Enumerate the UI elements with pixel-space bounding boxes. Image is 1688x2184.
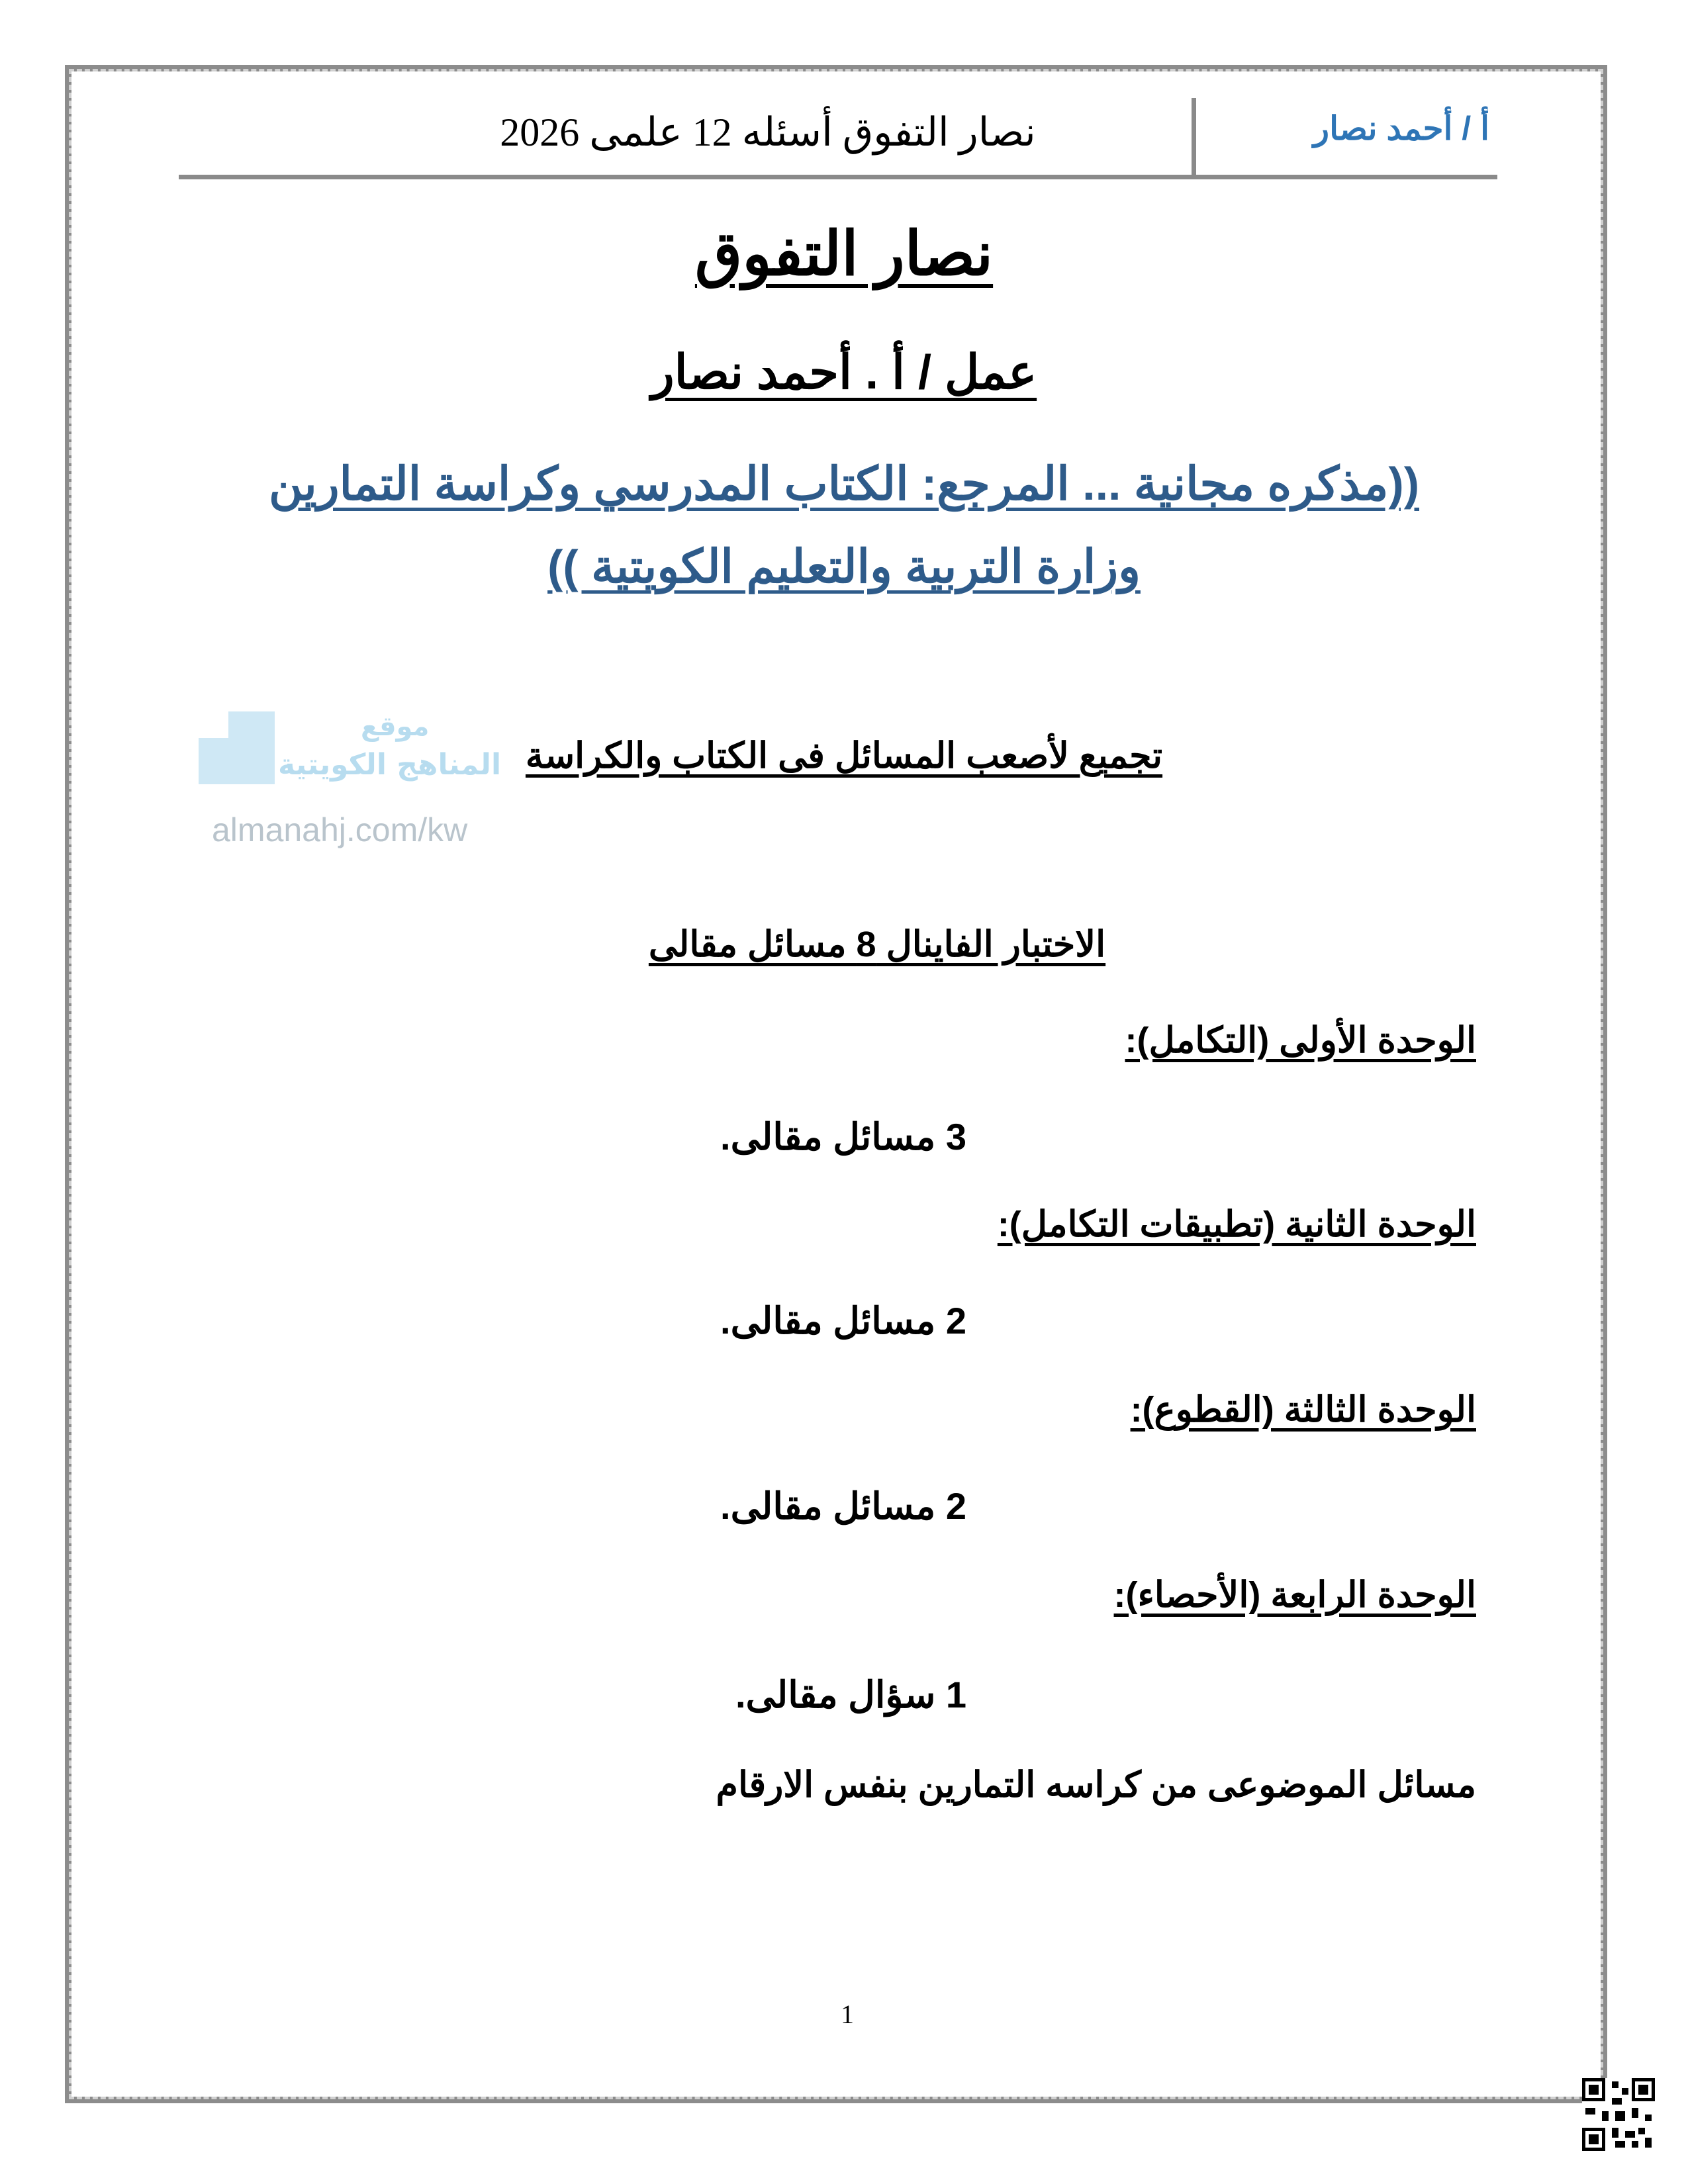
- header-author: أ / أحمد نصار: [1313, 110, 1489, 147]
- unit-title: الوحدة الثالثة (القطوع):: [1130, 1390, 1476, 1430]
- unit-count: 1 سؤال مقالى.: [735, 1674, 966, 1715]
- unit-count: 2 مسائل مقالى.: [720, 1300, 966, 1342]
- header-separator: [1192, 98, 1196, 179]
- watermark-logo-icon: [199, 711, 278, 797]
- header-title: نصار التفوق أسئله 12 علمى 2026: [500, 111, 1036, 154]
- header-rule: [179, 175, 1497, 179]
- unit-title: الوحدة الثانية (تطبيقات التكامل):: [997, 1205, 1476, 1244]
- unit-count: 3 مسائل مقالى.: [720, 1116, 966, 1158]
- footer-note: مسائل الموضوعى من كراسه التمارين بنفس الارقام: [716, 1765, 1476, 1805]
- collection-title: تجميع لأصعب المسائل فى الكتاب والكراسة: [525, 736, 1163, 776]
- page-number: 1: [841, 1999, 854, 2029]
- exam-title: الاختبار الفاينال 8 مسائل مقالى: [648, 925, 1106, 964]
- reference-line-2: وزارة التربية والتعليم الكويتية )): [547, 541, 1141, 592]
- watermark-line1: موقع: [361, 711, 430, 742]
- author-line: عمل / أ . أحمد نصار: [651, 346, 1037, 399]
- reference-line-1: ((مذكره مجانية ... المرجع: الكتاب المدرسي وكراسة التمارين: [268, 458, 1420, 510]
- watermark-line2: المناهج الكويتية: [278, 748, 502, 782]
- watermark-url: almanahj.com/kw: [212, 811, 468, 848]
- watermark: [199, 711, 503, 857]
- main-title: نصار التفوق: [694, 220, 994, 288]
- unit-title: الوحدة الأولى (التكامل):: [1125, 1021, 1476, 1060]
- unit-count: 2 مسائل مقالى.: [720, 1485, 966, 1527]
- qr-code-icon: [1582, 2078, 1655, 2151]
- unit-title: الوحدة الرابعة (الأحصاء):: [1113, 1575, 1476, 1615]
